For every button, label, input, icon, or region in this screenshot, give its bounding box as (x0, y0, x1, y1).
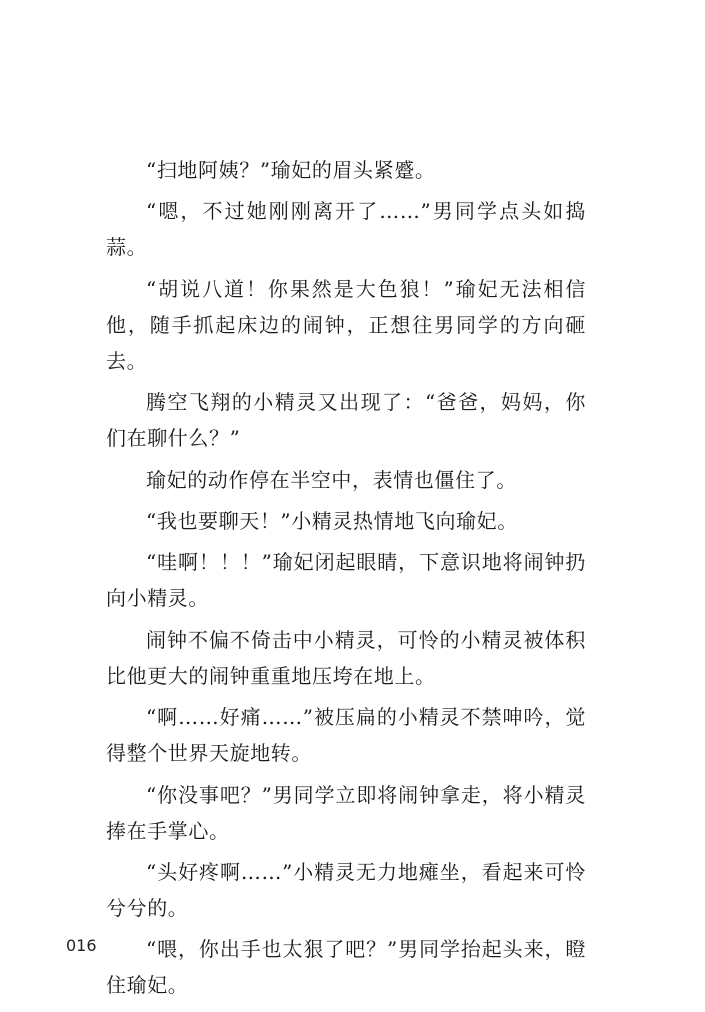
paragraph-8: 闹钟不偏不倚击中小精灵，可怜的小精灵被体积比他更大的闹钟重重地压垮在地上。 (106, 627, 586, 688)
paragraph-6: “我也要聊天！”小精灵热情地飞向瑜妃。 (146, 508, 518, 533)
paragraph-2: “嗯，不过她刚刚离开了……”男同学点头如捣蒜。 (106, 199, 586, 260)
paragraph-5: 瑜妃的动作停在半空中，表情也僵住了。 (146, 467, 517, 492)
page-number: 016 (66, 936, 97, 955)
paragraph-1: “扫地阿姨？”瑜妃的眉头紧蹙。 (146, 158, 436, 182)
paragraph-10: “你没事吧？”男同学立即将闹钟拿走，将小精灵捧在手掌心。 (106, 782, 586, 843)
paragraph-7: “哇啊！！！”瑜妃闭起眼睛，下意识地将闹钟扔向小精灵。 (106, 550, 586, 611)
paragraph-3: “胡说八道！你果然是大色狼！”瑜妃无法相信他，随手抓起床边的闹钟，正想往男同学的方向砸去。 (106, 276, 586, 373)
paragraph-9: “啊……好痛……”被压扁的小精灵不禁呻吟，觉得整个世界天旋地转。 (106, 705, 586, 766)
page-body (106, 152, 586, 1009)
paragraph-11: “头好疼啊……”小精灵无力地瘫坐，看起来可怜兮兮的。 (106, 859, 586, 920)
paragraph-4: 腾空飞翔的小精灵又出现了：“爸爸，妈妈，你们在聊什么？” (106, 390, 586, 451)
paragraph-12: “喂，你出手也太狠了吧？”男同学抬起头来，瞪住瑜妃。 (106, 937, 586, 998)
